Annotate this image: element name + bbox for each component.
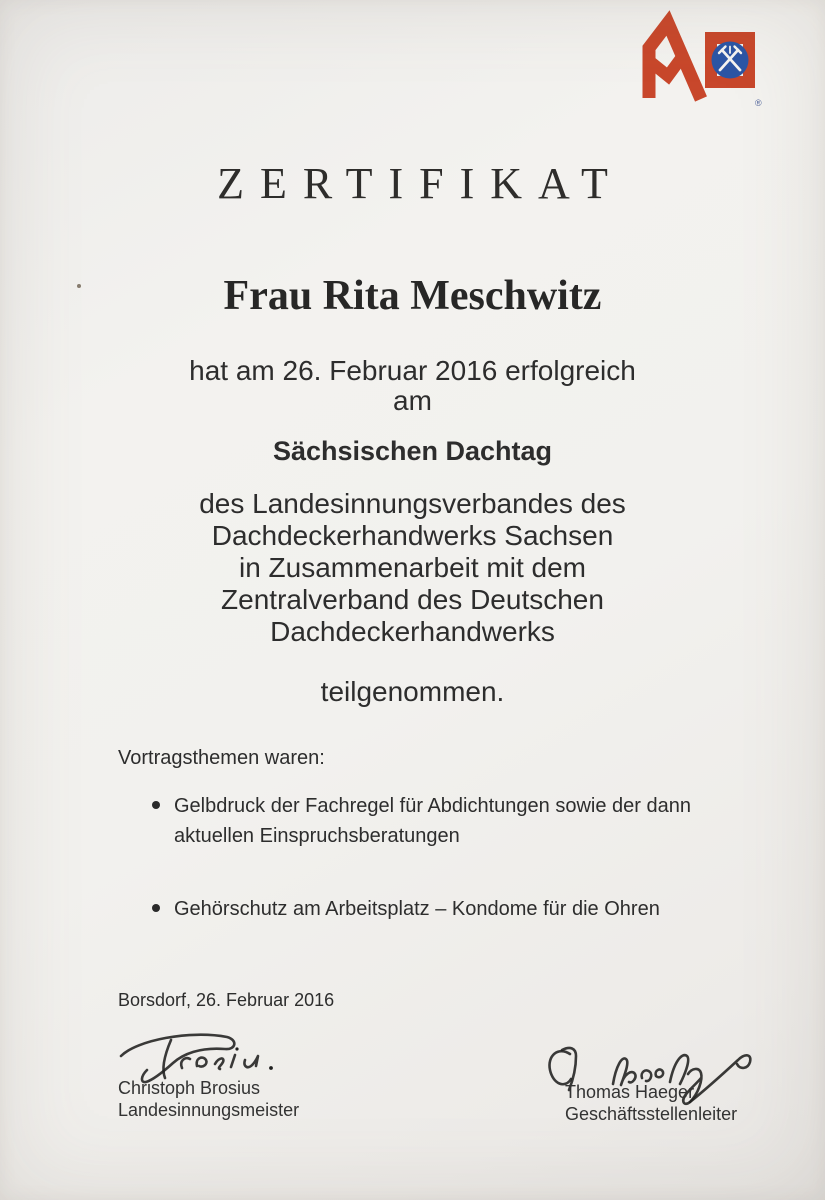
signatory-role: Landesinnungsmeister: [118, 1100, 300, 1120]
organizer-line: Zentralverband des Deutschen: [221, 584, 604, 615]
certificate-title: ZERTIFIKAT: [217, 159, 624, 208]
intro-line-1: hat am 26. Februar 2016 erfolgreich: [189, 355, 636, 386]
signatory-left: [118, 1077, 299, 1121]
organizer-line: Dachdeckerhandwerks: [270, 616, 555, 647]
signatory-role: Geschäftsstellenleiter: [565, 1104, 738, 1124]
place-date: Borsdorf, 26. Februar 2016: [118, 990, 335, 1010]
signatory-name: Christoph Brosius: [118, 1078, 261, 1098]
topic-item: [152, 791, 754, 851]
roof-zigzag-icon: [647, 23, 701, 99]
signatory-right: [565, 1081, 737, 1125]
participation-text: teilgenommen.: [320, 676, 505, 707]
organizer-line: des Landesinnungsverbandes des: [199, 488, 626, 519]
bullet-icon: [152, 801, 160, 809]
roofing-guild-logo: [630, 10, 800, 120]
organizer-line: Dachdeckerhandwerks Sachsen: [211, 520, 614, 551]
intro-text: [0, 356, 825, 416]
intro-line-2: am: [393, 385, 432, 416]
organizer-line: in Zusammenarbeit mit dem: [238, 552, 586, 583]
crossed-roofing-tools-icon: [712, 42, 749, 79]
topic-text: Gelbdruck der Fachregel für Abdichtungen sowie der dann aktuellen Einspruchsberatungen: [174, 795, 691, 847]
topic-text: Gehörschutz am Arbeitsplatz – Kondome für die Ohren: [174, 898, 660, 920]
organizer-text: [0, 488, 825, 648]
registered-trademark: ®: [755, 98, 762, 108]
topics-heading: Vortragsthemen waren:: [118, 747, 325, 769]
event-name: Sächsischen Dachtag: [272, 436, 553, 466]
signatory-name: Thomas Haeger: [565, 1082, 695, 1102]
recipient-name: Frau Rita Meschwitz: [223, 273, 602, 319]
bullet-icon: [152, 904, 160, 912]
topic-item: [152, 894, 754, 924]
